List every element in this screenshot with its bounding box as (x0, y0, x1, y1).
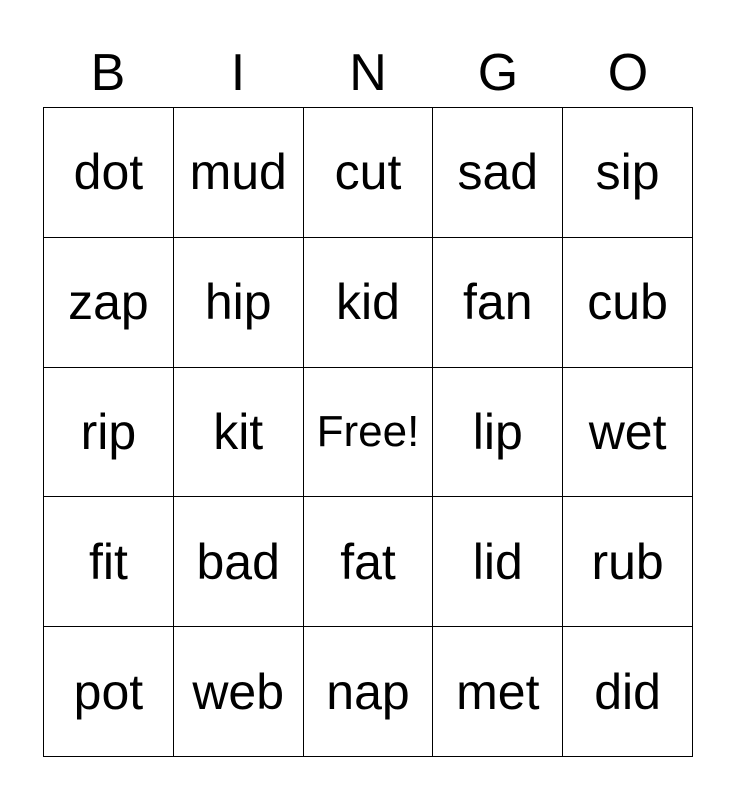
bingo-cell[interactable]: mud (174, 108, 304, 238)
bingo-cell[interactable]: lid (433, 497, 563, 627)
bingo-cell[interactable]: lip (433, 368, 563, 498)
bingo-cell[interactable]: kit (174, 368, 304, 498)
bingo-cell[interactable]: met (433, 627, 563, 757)
header-letter-g: G (477, 44, 519, 102)
bingo-cell[interactable]: fan (433, 238, 563, 368)
bingo-cell[interactable]: wet (563, 368, 693, 498)
bingo-cell[interactable]: zap (44, 238, 174, 368)
bingo-cell[interactable]: fat (304, 497, 434, 627)
bingo-cell[interactable]: web (174, 627, 304, 757)
bingo-cell[interactable]: rip (44, 368, 174, 498)
header-letter-n: N (349, 44, 387, 102)
header-letter-i: I (230, 44, 246, 102)
bingo-board (43, 107, 693, 757)
bingo-cell[interactable]: hip (174, 238, 304, 368)
bingo-cell[interactable]: bad (174, 497, 304, 627)
bingo-cell[interactable]: dot (44, 108, 174, 238)
bingo-cell[interactable]: cut (304, 108, 434, 238)
bingo-cell[interactable]: pot (44, 627, 174, 757)
free-space-cell[interactable]: Free! (304, 368, 434, 498)
bingo-cell[interactable]: did (563, 627, 693, 757)
bingo-cell[interactable]: sad (433, 108, 563, 238)
bingo-cell[interactable]: kid (304, 238, 434, 368)
bingo-cell[interactable]: rub (563, 497, 693, 627)
bingo-cell[interactable]: sip (563, 108, 693, 238)
bingo-header (43, 40, 693, 106)
header-letter-b: B (90, 44, 126, 102)
bingo-cell[interactable]: nap (304, 627, 434, 757)
header-letter-o: O (607, 44, 649, 102)
bingo-cell[interactable]: fit (44, 497, 174, 627)
bingo-cell[interactable]: cub (563, 238, 693, 368)
